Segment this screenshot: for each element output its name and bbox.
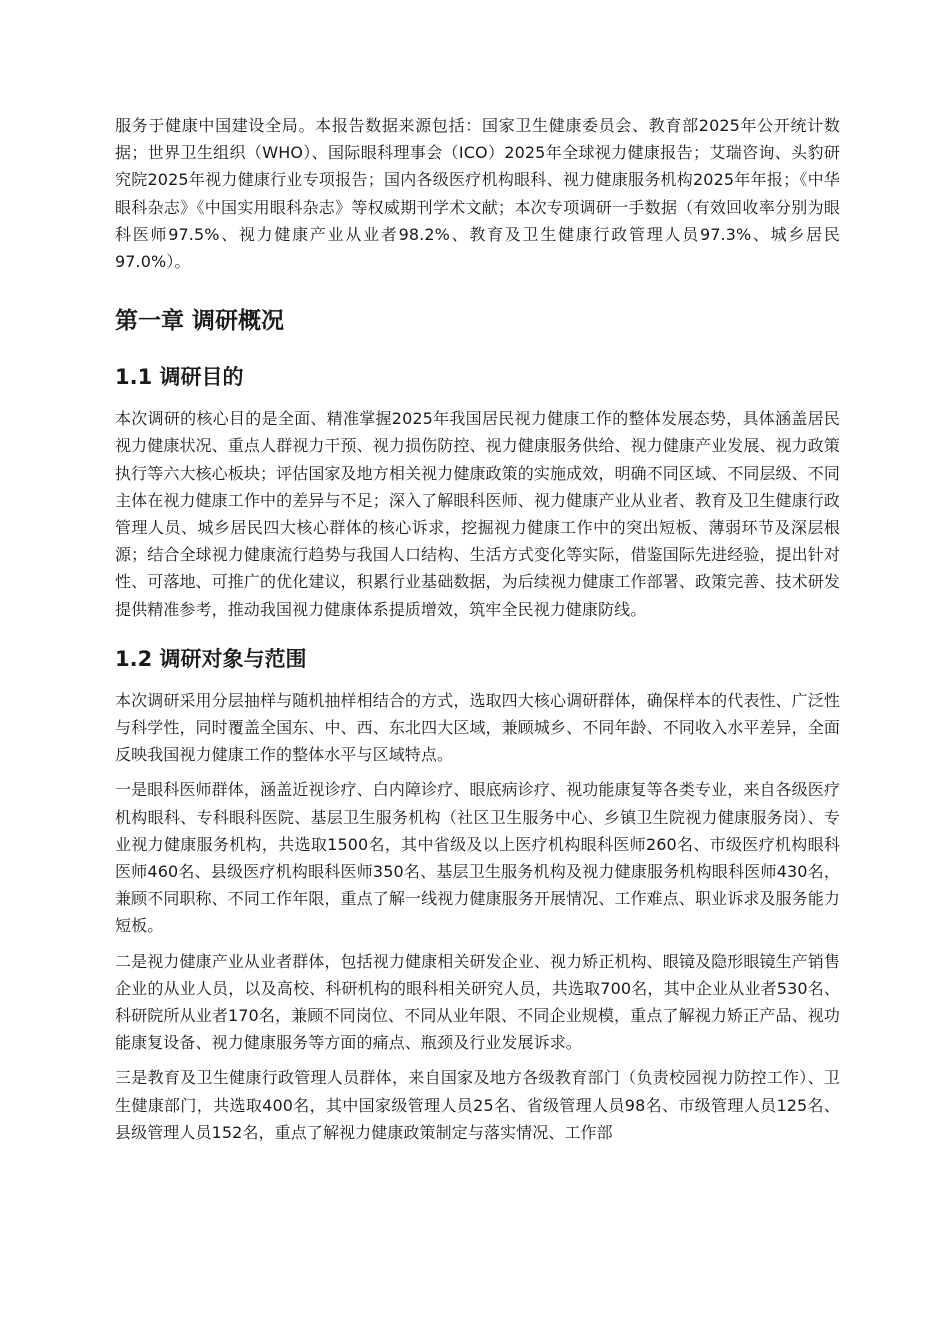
section-title-purpose: 1.1 调研目的 [115,365,244,390]
purpose-paragraph: 本次调研的核心目的是全面、精准掌握2025年我国居民视力健康工作的整体发展态势，具体涵盖居民视力健康状况、重点人群视力干预、视力损伤防控、视力健康服务供给、视力健康产业发展、视力政策执行等六大核心板块；评估国家及地方相关视力健康政策的实施成效，明确不同区域、不同层级、不同主体在视力健康工作中的差异与不足；深入了解眼科医师、视力健康产业从业者、教育及卫生健康行政管理人员、城乡居民四大核心群体的核心诉求，挖掘视力健康工作中的突出短板、薄弱环节及深层根源；结合全球视力健康流行趋势与我国人口结构、生活方式变化等实际，借鉴国际先进经验，提出针对性、可落地、可推广的优化建议，积累行业基础数据，为后续视力健康工作部署、政策完善、技术研发提供精准参考，推动我国视力健康体系提质增效，筑牢全民视力健康防线。 [115,409,840,619]
scope-paragraph-industry: 二是视力健康产业从业者群体，包括视力健康相关研发企业、视力矫正机构、眼镜及隐形眼镜生产销售企业的从业人员，以及高校、科研机构的眼科相关研究人员，共选取700名，其中企业从业者530名、科研院所从业者170名，兼顾不同岗位、不同从业年限、不同企业规模，重点了解视力矫正产品、视功能康复设备、视力健康服务等方面的痛点、瓶颈及行业发展诉求。 [115,951,840,1053]
scope-paragraph-ophthalmologists: 一是眼科医师群体，涵盖近视诊疗、白内障诊疗、眼底病诊疗、视功能康复等各类专业，来自各级医疗机构眼科、专科眼科医院、基层卫生服务机构（社区卫生服务中心、乡镇卫生院视力健康服务岗）、专业视力健康服务机构，共选取1500名，其中省级及以上医疗机构眼科医师260名、市级医疗机构眼科医师460名、县级医疗机构眼科医师350名、基层卫生服务机构及视力健康服务机构眼科医师430名，兼顾不同职称、不同工作年限，重点了解一线视力健康服务开展情况、工作难点、职业诉求及服务能力短板。 [115,780,840,936]
scope-paragraph-administrators: 三是教育及卫生健康行政管理人员群体，来自国家及地方各级教育部门（负责校园视力防控工作）、卫生健康部门，共选取400名，其中国家级管理人员25名、省级管理人员98名、市级管理人员125名、县级管理人员152名，重点了解视力健康政策制定与落实情况、工作部 [115,1068,840,1142]
document-page [115,112,840,1146]
scope-paragraph-overview: 本次调研采用分层抽样与随机抽样相结合的方式，选取四大核心调研群体，确保样本的代表性、广泛性与科学性，同时覆盖全国东、中、西、东北四大区域，兼顾城乡、不同年龄、不同收入水平差异，全面反映我国视力健康工作的整体水平与区域特点。 [115,690,840,765]
section-title-scope: 1.2 调研对象与范围 [115,646,307,671]
chapter-title: 第一章 调研概况 [115,308,285,335]
intro-paragraph: 服务于健康中国建设全局。本报告数据来源包括：国家卫生健康委员会、教育部2025年公开统计数据；世界卫生组织（WHO）、国际眼科理事会（ICO）2025年全球视力健康报告；艾瑞咨询、头豹研究院2025年视力健康行业专项报告；国内各级医疗机构眼科、视力健康服务机构2025年年报；《中华眼科杂志》《中国实用眼科杂志》等权威期刊学术文献；本次专项调研一手数据（有效回收率分别为眼科医师97.5%、视力健康产业从业者98.2%、教育及卫生健康行政管理人员97.3%、城乡居民97.0%）。 [115,116,840,272]
